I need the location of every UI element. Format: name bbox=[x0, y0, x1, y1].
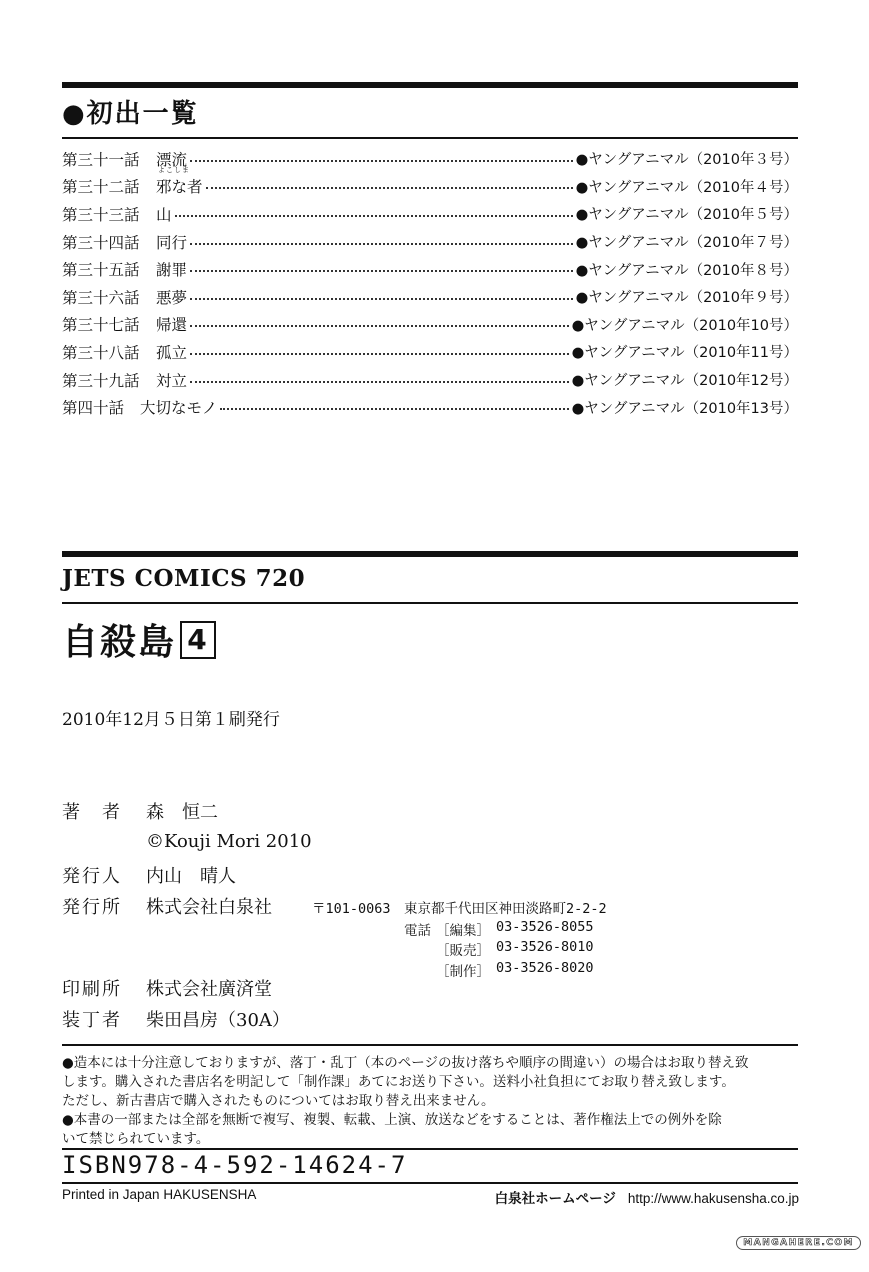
chapter-title-text: 帰還 bbox=[156, 316, 188, 335]
notice-top-rule bbox=[62, 1044, 798, 1046]
chapter-title bbox=[150, 313, 187, 335]
leader-dots bbox=[190, 353, 569, 355]
chapter-title-text: 孤立 bbox=[156, 343, 188, 362]
author-label: 著 者 bbox=[62, 802, 122, 823]
issuer-label: 発行人 bbox=[62, 866, 122, 887]
magazine-issue: ●ヤングアニマル（2010年４号） bbox=[575, 179, 798, 196]
magazine-issue: ●ヤングアニマル（2010年９号） bbox=[575, 290, 798, 307]
chapter-title bbox=[150, 203, 172, 225]
phone-edit-dept: ［編集］ bbox=[436, 923, 490, 939]
chapter-number: 第三十五話 bbox=[62, 261, 140, 280]
chapter-number: 第三十八話 bbox=[62, 343, 140, 362]
chapter-row bbox=[62, 393, 798, 421]
publisher-row bbox=[62, 893, 272, 919]
magazine-issue: ●ヤングアニマル（2010年12号） bbox=[571, 373, 798, 390]
notice-line: ただし、新古書店で購入されたものについてはお取り替え出来ません。 bbox=[62, 1093, 495, 1109]
chapter-row bbox=[62, 200, 798, 228]
chapter-row bbox=[62, 283, 798, 311]
chapter-title-text: 謝罪 bbox=[156, 261, 188, 280]
leader-dots bbox=[220, 408, 568, 410]
magazine-issue: ●ヤングアニマル（2010年５号） bbox=[575, 207, 798, 224]
leader-dots bbox=[175, 215, 573, 217]
leader-dots bbox=[190, 381, 569, 383]
chapter-number: 第三十七話 bbox=[62, 316, 140, 335]
colophon-top-rule bbox=[62, 551, 798, 557]
first-appearance-title: ●初出一覧 bbox=[62, 99, 199, 129]
chapter-title bbox=[150, 369, 187, 391]
issuer-name: 内山 晴人 bbox=[146, 866, 236, 887]
copyright-row bbox=[62, 831, 312, 852]
chapter-title bbox=[150, 258, 187, 280]
magazine-issue: ●ヤングアニマル（2010年７号） bbox=[575, 235, 798, 252]
chapter-title-text: 漂流 bbox=[156, 150, 188, 169]
phone-sales-number: 03-3526-8010 bbox=[496, 939, 594, 955]
top-rule bbox=[62, 82, 798, 88]
notice-line: します。購入された書店名を明記して「制作課」あてにお送り下さい。送料小社負担にてお取り替え致します。 bbox=[62, 1074, 735, 1090]
chapter-number: 第三十二話 bbox=[62, 178, 140, 197]
chapter-number: 第三十六話 bbox=[62, 288, 140, 307]
chapter-number: 第三十四話 bbox=[62, 233, 140, 252]
publisher-label: 発行所 bbox=[62, 897, 122, 918]
isbn-top-rule bbox=[62, 1148, 798, 1150]
chapter-list bbox=[62, 145, 798, 421]
copyright: ©Kouji Mori 2010 bbox=[146, 831, 312, 852]
chapter-title-text: 山 bbox=[156, 205, 172, 224]
chapter-row bbox=[62, 311, 798, 339]
chapter-title bbox=[150, 286, 187, 308]
printed-in: Printed in Japan HAKUSENSHA bbox=[62, 1187, 257, 1202]
postal-code: 〒101-0063 bbox=[312, 901, 391, 917]
watermark-logo: MANGAHERE.COM bbox=[736, 1236, 861, 1250]
chapter-number: 第三十九話 bbox=[62, 371, 140, 390]
chapter-row bbox=[62, 228, 798, 256]
notice-line: ●造本には十分注意しておりますが、落丁・乱丁（本のページの抜け落ちや順序の間違い）の場合はお取り替え致 bbox=[62, 1055, 749, 1071]
issuer-row bbox=[62, 862, 236, 888]
designer-row bbox=[62, 1006, 290, 1032]
magazine-issue: ●ヤングアニマル（2010年11号） bbox=[571, 345, 798, 362]
publisher-address: 東京都千代田区神田淡路町2-2-2 bbox=[404, 901, 607, 917]
magazine-issue: ●ヤングアニマル（2010年８号） bbox=[575, 262, 798, 279]
leader-dots bbox=[190, 160, 573, 162]
phone-sales-dept: ［販売］ bbox=[436, 943, 490, 959]
notice-text bbox=[62, 1054, 802, 1149]
leader-dots bbox=[190, 243, 573, 245]
chapter-number: 第三十一話 bbox=[62, 150, 140, 169]
chapter-row bbox=[62, 255, 798, 283]
magazine-issue: ●ヤングアニマル（2010年13号） bbox=[571, 400, 798, 417]
issue-date: 2010年12月５日第１刷発行 bbox=[62, 710, 280, 730]
chapter-title bbox=[134, 396, 217, 418]
chapter-row bbox=[62, 366, 798, 394]
notice-line: いて禁じられています。 bbox=[62, 1131, 210, 1147]
magazine-issue: ●ヤングアニマル（2010年10号） bbox=[571, 317, 798, 334]
isbn: ISBN978-4-592-14624-7 bbox=[62, 1151, 408, 1179]
series-underline bbox=[62, 602, 798, 604]
designer-name: 柴田昌房（30A） bbox=[146, 1010, 290, 1031]
volume-number: 4 bbox=[180, 621, 216, 659]
designer-label: 装丁者 bbox=[62, 1010, 122, 1031]
chapter-title-text: 大切なモノ bbox=[140, 399, 218, 418]
leader-dots bbox=[206, 187, 573, 189]
chapter-title-text: 同行 bbox=[156, 233, 188, 252]
book-title-block bbox=[62, 614, 216, 665]
chapter-title bbox=[150, 166, 203, 197]
leader-dots bbox=[190, 298, 573, 300]
phone-production-dept: ［制作］ bbox=[436, 964, 490, 980]
chapter-title bbox=[150, 341, 187, 363]
magazine-issue: ●ヤングアニマル（2010年３号） bbox=[575, 152, 798, 169]
phone-label: 電話 bbox=[404, 923, 431, 939]
chapter-row bbox=[62, 166, 798, 201]
author-row bbox=[62, 798, 218, 824]
header-underline bbox=[62, 137, 798, 139]
isbn-bottom-rule bbox=[62, 1182, 798, 1184]
book-title: 自殺島 bbox=[62, 622, 177, 663]
phone-production-number: 03-3526-8020 bbox=[496, 960, 594, 976]
chapter-title bbox=[150, 231, 187, 253]
homepage-label: 白泉社ホームページ bbox=[494, 1191, 616, 1207]
chapter-title-text: 悪夢 bbox=[156, 288, 188, 307]
author-name: 森 恒二 bbox=[146, 802, 218, 823]
phone-edit-number: 03-3526-8055 bbox=[496, 919, 594, 935]
notice-line: ●本書の一部または全部を無断で複写、複製、転載、上演、放送などをすることは、著作権法上での例外を除 bbox=[62, 1112, 722, 1128]
printer-name: 株式会社廣済堂 bbox=[146, 979, 272, 1000]
leader-dots bbox=[190, 325, 569, 327]
chapter-number: 第三十三話 bbox=[62, 205, 140, 224]
series-label: JETS COMICS 720 bbox=[62, 565, 306, 592]
homepage bbox=[495, 1187, 799, 1207]
chapter-title-ruby: よこしま bbox=[158, 166, 190, 175]
publisher-name: 株式会社白泉社 bbox=[146, 897, 272, 918]
chapter-title-text: 邪な者 bbox=[156, 178, 203, 197]
chapter-title-text: 対立 bbox=[156, 371, 188, 390]
homepage-url: http://www.hakusensha.co.jp bbox=[627, 1191, 799, 1206]
printer-label: 印刷所 bbox=[62, 979, 122, 1000]
printer-row bbox=[62, 975, 272, 1001]
chapter-number: 第四十話 bbox=[62, 399, 125, 418]
leader-dots bbox=[190, 270, 573, 272]
chapter-row bbox=[62, 338, 798, 366]
